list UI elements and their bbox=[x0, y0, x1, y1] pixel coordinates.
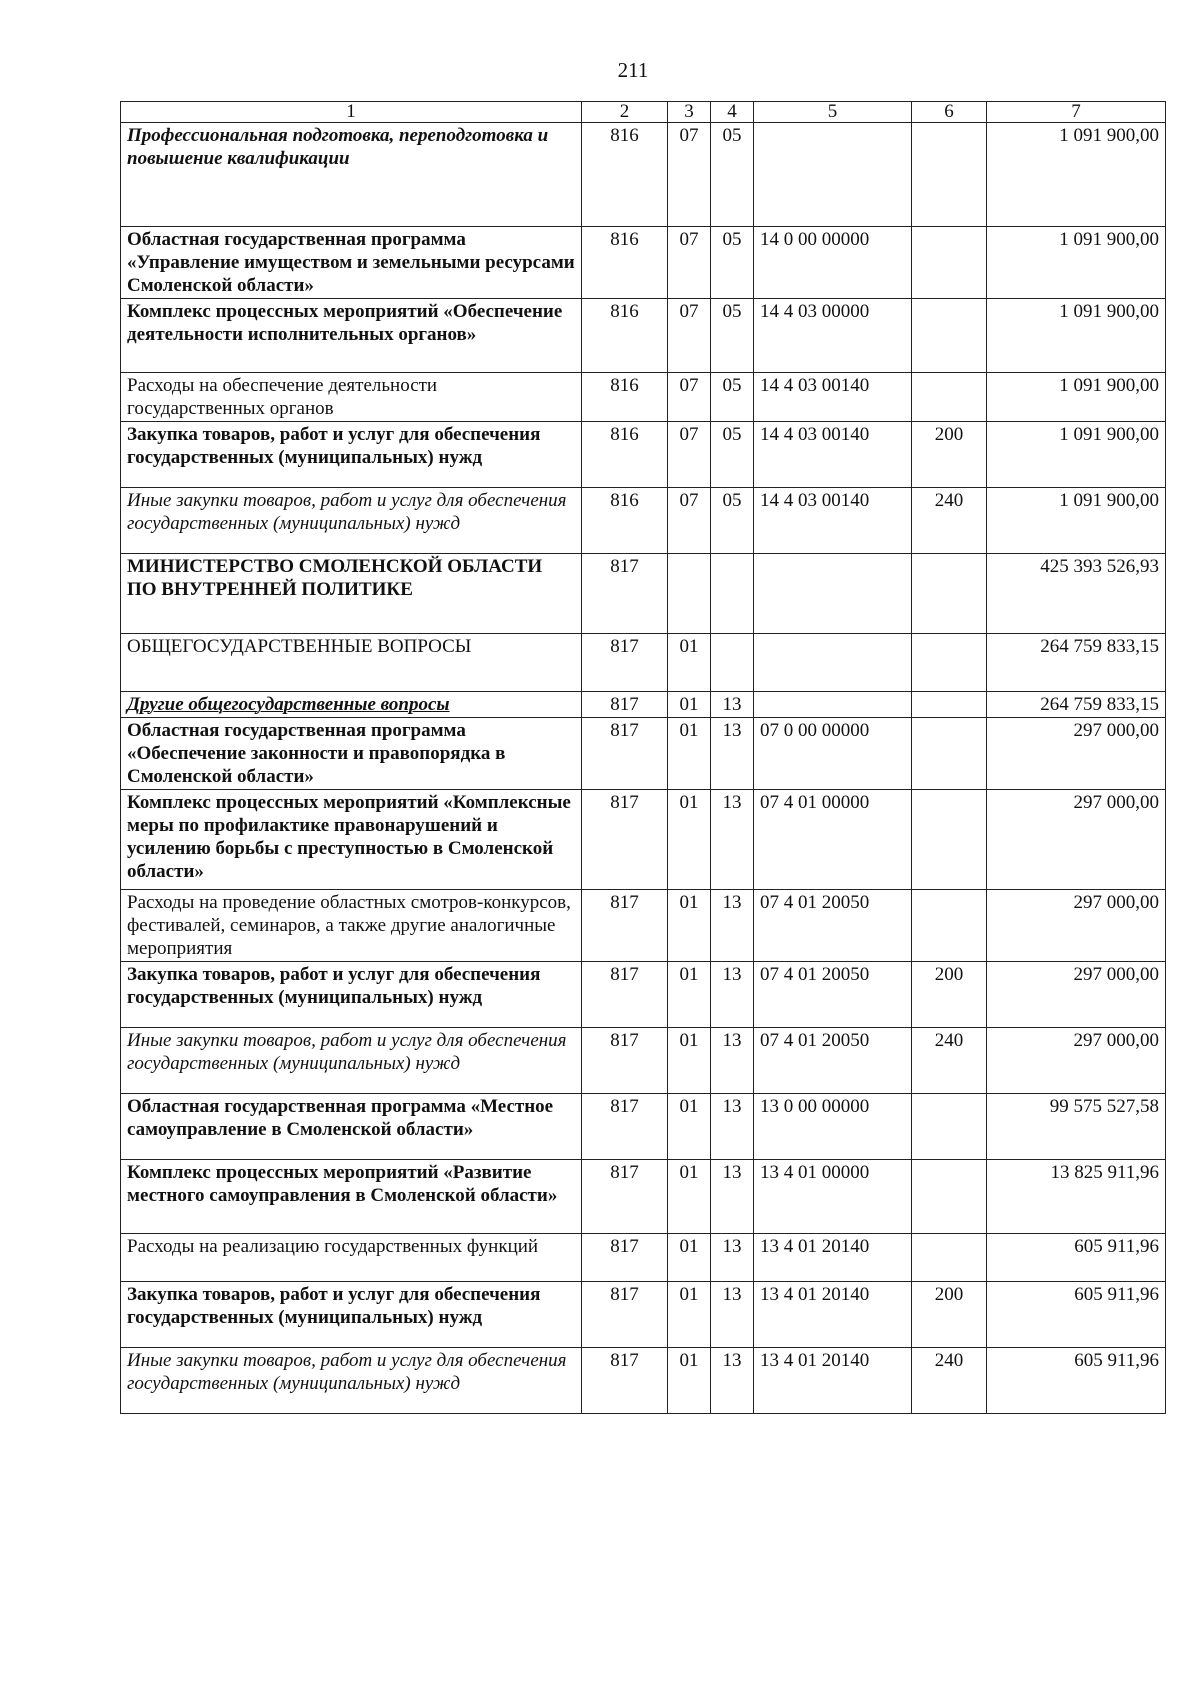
cell-ministry-code: 817 bbox=[582, 692, 668, 718]
cell-ministry-code: 816 bbox=[582, 373, 668, 422]
table-row bbox=[121, 718, 1166, 790]
cell-expense-type: 200 bbox=[912, 1282, 987, 1348]
cell-subsection bbox=[711, 634, 754, 692]
cell-expense-type: 240 bbox=[912, 1348, 987, 1414]
table-row bbox=[121, 1094, 1166, 1160]
cell-section: 01 bbox=[668, 1348, 711, 1414]
cell-amount: 297 000,00 bbox=[987, 790, 1166, 890]
row-name: Иные закупки товаров, работ и услуг для обеспечения государственных (муниципальных) нужд bbox=[121, 1348, 582, 1414]
cell-amount: 1 091 900,00 bbox=[987, 488, 1166, 554]
cell-target-article: 14 0 00 00000 bbox=[754, 227, 912, 299]
cell-ministry-code: 817 bbox=[582, 1160, 668, 1234]
cell-target-article: 13 4 01 00000 bbox=[754, 1160, 912, 1234]
cell-expense-type bbox=[912, 790, 987, 890]
cell-target-article: 13 4 01 20140 bbox=[754, 1348, 912, 1414]
cell-amount: 297 000,00 bbox=[987, 718, 1166, 790]
cell-expense-type bbox=[912, 227, 987, 299]
row-name: Комплекс процессных мероприятий «Обеспечение деятельности исполнительных органов» bbox=[121, 299, 582, 373]
cell-section: 01 bbox=[668, 790, 711, 890]
page-number: 211 bbox=[617, 58, 649, 82]
cell-section: 01 bbox=[668, 1234, 711, 1282]
cell-expense-type bbox=[912, 718, 987, 790]
cell-section: 01 bbox=[668, 1094, 711, 1160]
cell-target-article: 13 4 01 20140 bbox=[754, 1282, 912, 1348]
cell-ministry-code: 817 bbox=[582, 890, 668, 962]
cell-expense-type: 200 bbox=[912, 962, 987, 1028]
cell-target-article bbox=[754, 123, 912, 227]
row-name: Иные закупки товаров, работ и услуг для обеспечения государственных (муниципальных) нужд bbox=[121, 488, 582, 554]
cell-amount: 13 825 911,96 bbox=[987, 1160, 1166, 1234]
cell-section: 07 bbox=[668, 227, 711, 299]
table-row bbox=[121, 890, 1166, 962]
cell-amount: 1 091 900,00 bbox=[987, 227, 1166, 299]
cell-target-article bbox=[754, 634, 912, 692]
cell-expense-type bbox=[912, 1160, 987, 1234]
cell-expense-type bbox=[912, 1234, 987, 1282]
cell-amount: 1 091 900,00 bbox=[987, 123, 1166, 227]
cell-ministry-code: 817 bbox=[582, 1094, 668, 1160]
row-name: ОБЩЕГОСУДАРСТВЕННЫЕ ВОПРОСЫ bbox=[121, 634, 582, 692]
cell-expense-type bbox=[912, 373, 987, 422]
row-name: Закупка товаров, работ и услуг для обеспечения государственных (муниципальных) нужд bbox=[121, 1282, 582, 1348]
table-row bbox=[121, 1348, 1166, 1414]
table-row bbox=[121, 554, 1166, 634]
cell-target-article: 07 4 01 20050 bbox=[754, 890, 912, 962]
table-row bbox=[121, 422, 1166, 488]
cell-target-article: 07 0 00 00000 bbox=[754, 718, 912, 790]
cell-ministry-code: 817 bbox=[582, 554, 668, 634]
table-row bbox=[121, 634, 1166, 692]
cell-section: 01 bbox=[668, 634, 711, 692]
cell-subsection: 13 bbox=[711, 692, 754, 718]
column-number-row bbox=[121, 102, 1166, 123]
cell-expense-type: 240 bbox=[912, 488, 987, 554]
row-name: Закупка товаров, работ и услуг для обеспечения государственных (муниципальных) нужд bbox=[121, 962, 582, 1028]
cell-target-article: 07 4 01 00000 bbox=[754, 790, 912, 890]
row-name: Профессиональная подготовка, переподготовка и повышение квалификации bbox=[121, 123, 582, 227]
cell-subsection: 13 bbox=[711, 962, 754, 1028]
cell-subsection: 13 bbox=[711, 790, 754, 890]
cell-subsection: 05 bbox=[711, 422, 754, 488]
cell-section: 07 bbox=[668, 488, 711, 554]
cell-subsection: 13 bbox=[711, 1234, 754, 1282]
cell-section: 01 bbox=[668, 718, 711, 790]
table-row bbox=[121, 488, 1166, 554]
cell-target-article: 14 4 03 00140 bbox=[754, 422, 912, 488]
table-row bbox=[121, 1160, 1166, 1234]
cell-target-article: 13 4 01 20140 bbox=[754, 1234, 912, 1282]
cell-section: 07 bbox=[668, 422, 711, 488]
cell-subsection: 05 bbox=[711, 373, 754, 422]
cell-subsection: 05 bbox=[711, 488, 754, 554]
cell-ministry-code: 816 bbox=[582, 299, 668, 373]
cell-expense-type bbox=[912, 692, 987, 718]
table-body bbox=[121, 102, 1166, 1414]
cell-target-article: 13 0 00 00000 bbox=[754, 1094, 912, 1160]
column-header: 6 bbox=[912, 102, 987, 123]
column-header: 3 bbox=[668, 102, 711, 123]
row-name: Комплекс процессных мероприятий «Развитие местного самоуправления в Смоленской области» bbox=[121, 1160, 582, 1234]
cell-ministry-code: 817 bbox=[582, 962, 668, 1028]
cell-ministry-code: 817 bbox=[582, 1028, 668, 1094]
column-header: 4 bbox=[711, 102, 754, 123]
cell-section: 07 bbox=[668, 299, 711, 373]
cell-target-article: 14 4 03 00140 bbox=[754, 373, 912, 422]
cell-target-article: 07 4 01 20050 bbox=[754, 1028, 912, 1094]
cell-amount: 425 393 526,93 bbox=[987, 554, 1166, 634]
cell-ministry-code: 817 bbox=[582, 634, 668, 692]
row-name: Закупка товаров, работ и услуг для обеспечения государственных (муниципальных) нужд bbox=[121, 422, 582, 488]
cell-ministry-code: 816 bbox=[582, 123, 668, 227]
cell-expense-type bbox=[912, 1094, 987, 1160]
cell-ministry-code: 816 bbox=[582, 422, 668, 488]
cell-expense-type: 240 bbox=[912, 1028, 987, 1094]
cell-amount: 297 000,00 bbox=[987, 962, 1166, 1028]
cell-section: 01 bbox=[668, 1282, 711, 1348]
cell-ministry-code: 817 bbox=[582, 1234, 668, 1282]
cell-section: 07 bbox=[668, 373, 711, 422]
cell-ministry-code: 817 bbox=[582, 718, 668, 790]
table-row bbox=[121, 962, 1166, 1028]
column-header: 7 bbox=[987, 102, 1166, 123]
table-row bbox=[121, 373, 1166, 422]
cell-section: 07 bbox=[668, 123, 711, 227]
table-row bbox=[121, 227, 1166, 299]
column-header: 1 bbox=[121, 102, 582, 123]
cell-subsection: 13 bbox=[711, 1160, 754, 1234]
cell-ministry-code: 816 bbox=[582, 488, 668, 554]
cell-subsection bbox=[711, 554, 754, 634]
cell-expense-type: 200 bbox=[912, 422, 987, 488]
row-name: Иные закупки товаров, работ и услуг для обеспечения государственных (муниципальных) нужд bbox=[121, 1028, 582, 1094]
row-name: Расходы на реализацию государственных функций bbox=[121, 1234, 582, 1282]
cell-amount: 605 911,96 bbox=[987, 1234, 1166, 1282]
cell-target-article bbox=[754, 692, 912, 718]
cell-ministry-code: 817 bbox=[582, 1348, 668, 1414]
row-name: МИНИСТЕРСТВО СМОЛЕНСКОЙ ОБЛАСТИ ПО ВНУТРЕННЕЙ ПОЛИТИКЕ bbox=[121, 554, 582, 634]
cell-ministry-code: 817 bbox=[582, 1282, 668, 1348]
budget-table bbox=[120, 101, 1166, 1414]
cell-ministry-code: 817 bbox=[582, 790, 668, 890]
row-name: Областная государственная программа «Местное самоуправление в Смоленской области» bbox=[121, 1094, 582, 1160]
cell-expense-type bbox=[912, 890, 987, 962]
table-row bbox=[121, 1028, 1166, 1094]
cell-section: 01 bbox=[668, 962, 711, 1028]
cell-amount: 605 911,96 bbox=[987, 1282, 1166, 1348]
cell-subsection: 05 bbox=[711, 227, 754, 299]
cell-amount: 264 759 833,15 bbox=[987, 634, 1166, 692]
cell-subsection: 13 bbox=[711, 1028, 754, 1094]
cell-section: 01 bbox=[668, 692, 711, 718]
cell-amount: 1 091 900,00 bbox=[987, 373, 1166, 422]
column-header: 2 bbox=[582, 102, 668, 123]
cell-amount: 297 000,00 bbox=[987, 1028, 1166, 1094]
table-row bbox=[121, 299, 1166, 373]
table-row bbox=[121, 1282, 1166, 1348]
cell-amount: 99 575 527,58 bbox=[987, 1094, 1166, 1160]
cell-subsection: 13 bbox=[711, 1348, 754, 1414]
cell-amount: 1 091 900,00 bbox=[987, 299, 1166, 373]
cell-section: 01 bbox=[668, 890, 711, 962]
cell-expense-type bbox=[912, 299, 987, 373]
cell-subsection: 13 bbox=[711, 1094, 754, 1160]
column-header: 5 bbox=[754, 102, 912, 123]
row-name: Областная государственная программа «Обеспечение законности и правопорядка в Смоленской области» bbox=[121, 718, 582, 790]
cell-target-article: 14 4 03 00140 bbox=[754, 488, 912, 554]
table-row bbox=[121, 1234, 1166, 1282]
cell-amount: 297 000,00 bbox=[987, 890, 1166, 962]
cell-expense-type bbox=[912, 634, 987, 692]
cell-section: 01 bbox=[668, 1160, 711, 1234]
cell-expense-type bbox=[912, 123, 987, 227]
cell-subsection: 05 bbox=[711, 123, 754, 227]
row-name: Комплекс процессных мероприятий «Комплексные меры по профилактике правонарушений и усилению борьбы с преступностью в Смоленской области» bbox=[121, 790, 582, 890]
cell-section bbox=[668, 554, 711, 634]
cell-amount: 1 091 900,00 bbox=[987, 422, 1166, 488]
table-row bbox=[121, 123, 1166, 227]
table-row bbox=[121, 790, 1166, 890]
cell-subsection: 05 bbox=[711, 299, 754, 373]
cell-target-article: 07 4 01 20050 bbox=[754, 962, 912, 1028]
cell-amount: 605 911,96 bbox=[987, 1348, 1166, 1414]
row-name: Расходы на проведение областных смотров-конкурсов, фестивалей, семинаров, а также другие аналогичные мероприятия bbox=[121, 890, 582, 962]
row-name: Расходы на обеспечение деятельности государственных органов bbox=[121, 373, 582, 422]
row-name: Другие общегосударственные вопросы bbox=[121, 692, 582, 718]
cell-target-article bbox=[754, 554, 912, 634]
table-row bbox=[121, 692, 1166, 718]
cell-target-article: 14 4 03 00000 bbox=[754, 299, 912, 373]
cell-subsection: 13 bbox=[711, 890, 754, 962]
cell-expense-type bbox=[912, 554, 987, 634]
cell-subsection: 13 bbox=[711, 1282, 754, 1348]
cell-ministry-code: 816 bbox=[582, 227, 668, 299]
cell-subsection: 13 bbox=[711, 718, 754, 790]
cell-amount: 264 759 833,15 bbox=[987, 692, 1166, 718]
cell-section: 01 bbox=[668, 1028, 711, 1094]
row-name: Областная государственная программа «Управление имуществом и земельными ресурсами Смоленской области» bbox=[121, 227, 582, 299]
